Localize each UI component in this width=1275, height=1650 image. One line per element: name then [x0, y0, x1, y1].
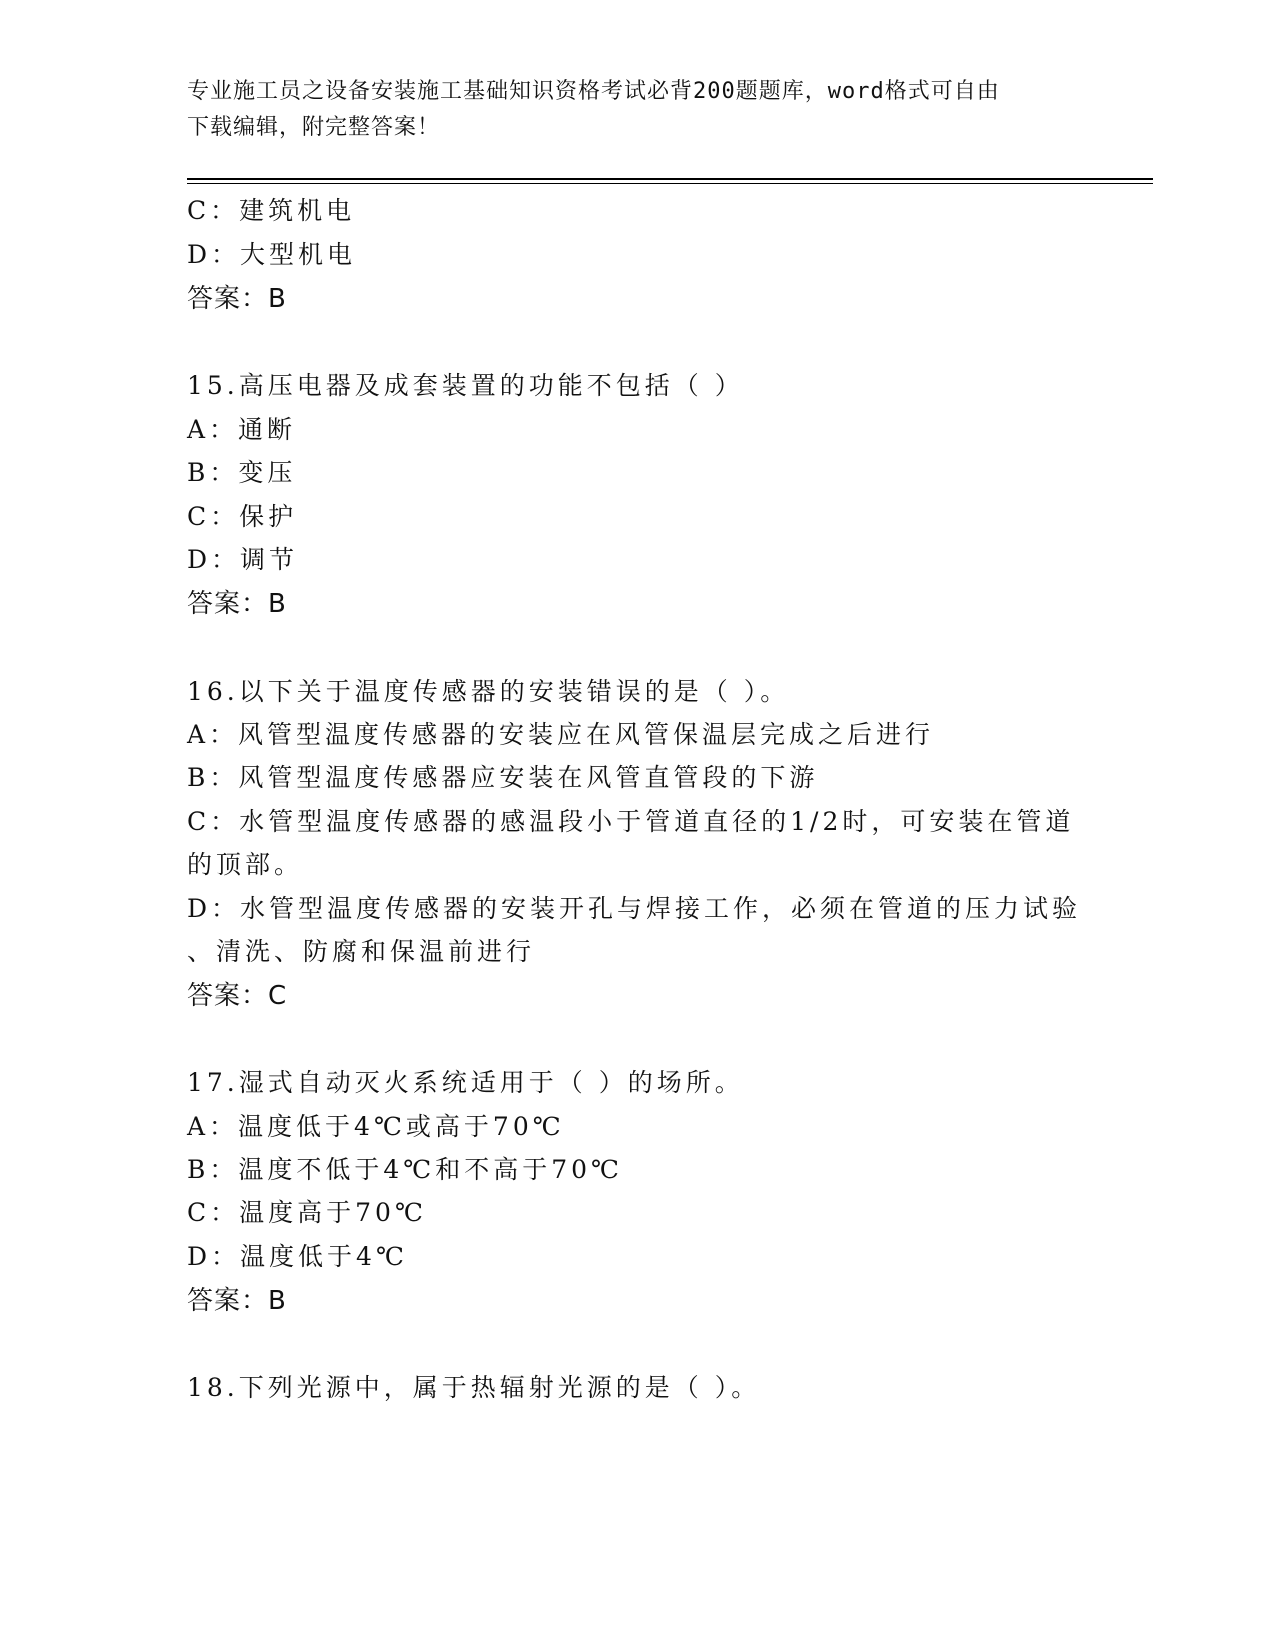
- q18-stem: 18.下列光源中，属于热辐射光源的是（ ）。: [187, 1373, 761, 1402]
- q16-stem: 16.以下关于温度传感器的安装错误的是（ ）。: [187, 677, 790, 706]
- q17-option-d: D：温度低于4℃: [187, 1242, 408, 1271]
- q14-option-c: C：建筑机电: [187, 196, 356, 225]
- q15-option-d: D：调节: [187, 545, 299, 574]
- q17-stem: 17.湿式自动灭火系统适用于（ ）的场所。: [187, 1068, 744, 1097]
- q16-option-d-line-2: 、清洗、防腐和保温前进行: [187, 937, 536, 966]
- q15-option-b: B：变压: [187, 458, 297, 487]
- header-title-line-1: 专业施工员之设备安装施工基础知识资格考试必背200题题库，word格式可自由: [187, 79, 1000, 104]
- q14-answer: 答案：B: [187, 284, 287, 314]
- q17-option-b: B：温度不低于4℃和不高于70℃: [187, 1155, 624, 1184]
- q16-option-b: B：风管型温度传感器应安装在风管直管段的下游: [187, 763, 819, 792]
- q15-answer: 答案：B: [187, 589, 287, 619]
- q16-option-a: A：风管型温度传感器的安装应在风管保温层完成之后进行: [187, 720, 935, 749]
- header-divider-thin: [187, 183, 1153, 184]
- q17-answer: 答案：B: [187, 1286, 287, 1316]
- q15-option-a: A：通断: [187, 415, 297, 444]
- q16-option-c-line-2: 的顶部。: [187, 850, 304, 879]
- q16-option-c-line-1: C：水管型温度传感器的感温段小于管道直径的1/2时，可安装在管道: [187, 807, 1075, 836]
- q16-option-d-line-1: D：水管型温度传感器的安装开孔与焊接工作，必须在管道的压力试验: [187, 894, 1082, 923]
- header-title-line-2: 下载编辑，附完整答案！: [187, 115, 441, 140]
- q17-option-c: C：温度高于70℃: [187, 1198, 427, 1227]
- header-divider-thick: [187, 178, 1153, 180]
- q15-option-c: C：保护: [187, 502, 298, 531]
- document-header: [187, 74, 1077, 146]
- q16-answer: 答案：C: [187, 981, 288, 1011]
- q17-option-a: A：温度低于4℃或高于70℃: [187, 1112, 565, 1141]
- q14-option-d: D：大型机电: [187, 240, 357, 269]
- q15-stem: 15.高压电器及成套装置的功能不包括（ ）: [187, 371, 744, 400]
